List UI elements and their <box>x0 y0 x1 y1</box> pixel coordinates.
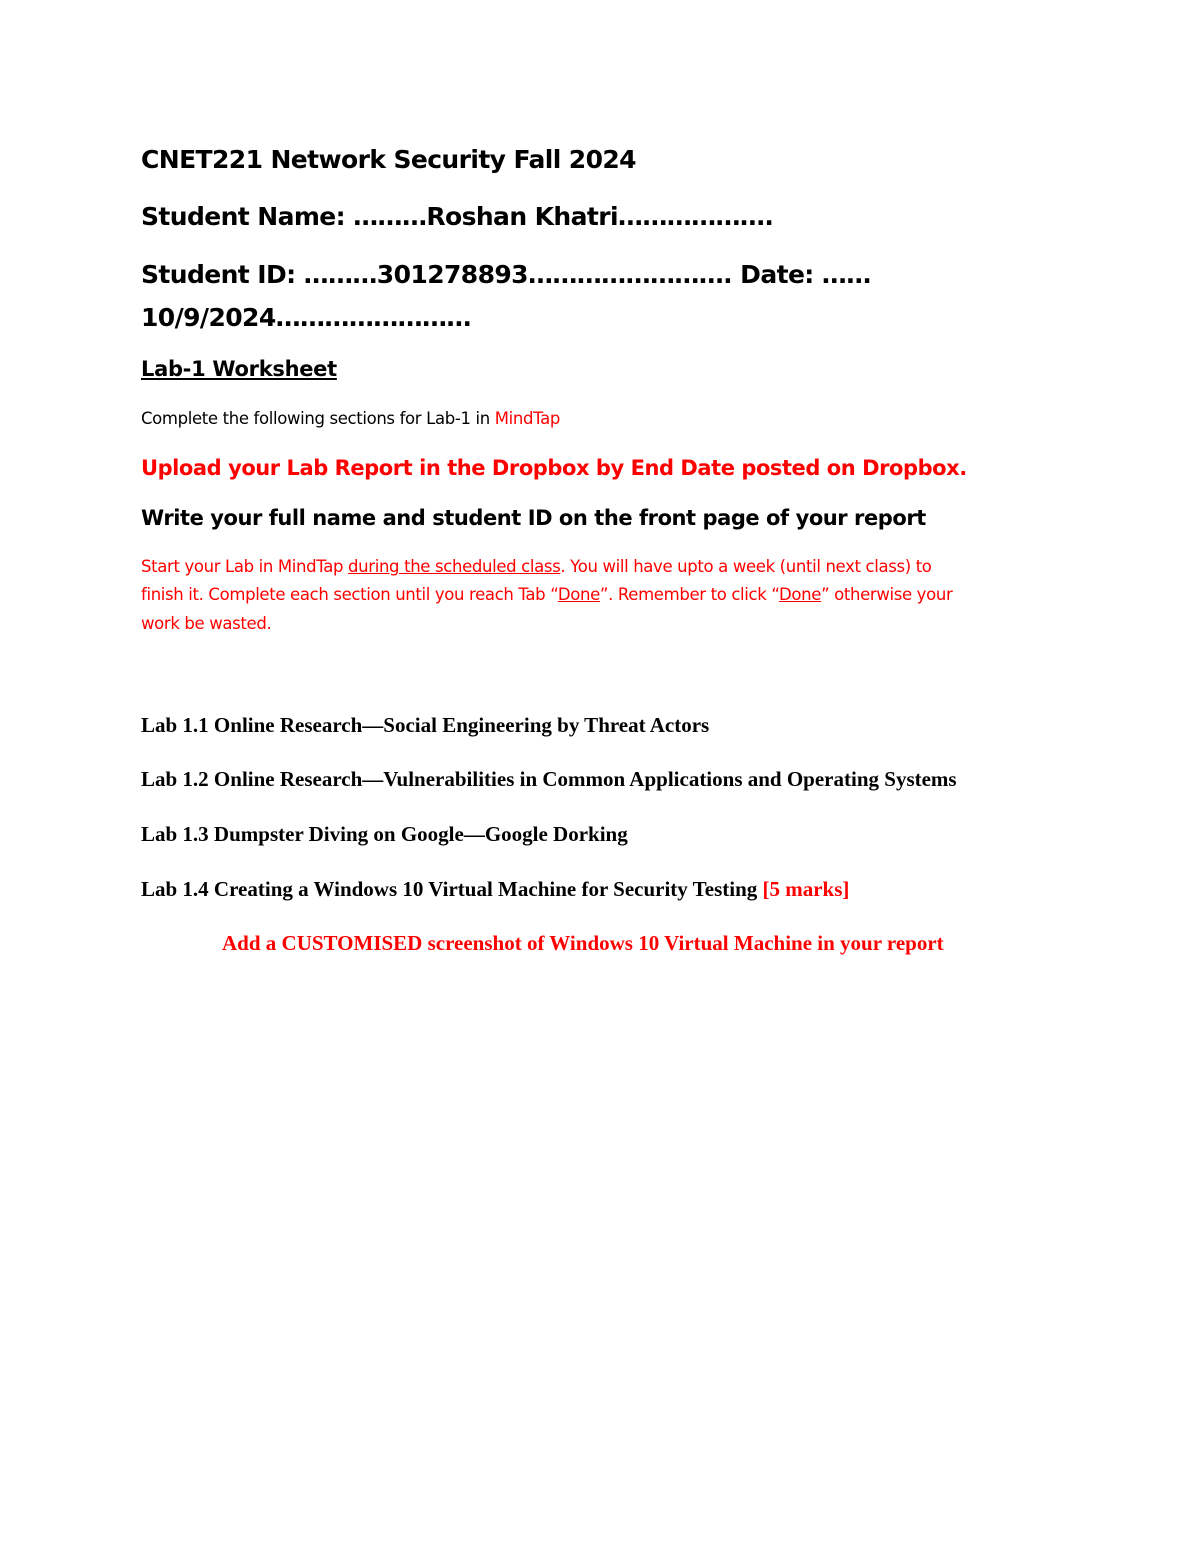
done-tab-label: Done <box>557 585 600 604</box>
scheduled-class-underline: during the scheduled class <box>348 557 561 576</box>
lab-1-1-item: Lab 1.1 Online Research—Social Engineering by Threat Actors <box>141 713 710 737</box>
instructions-line-3: work be wasted. <box>141 614 272 633</box>
intro-prefix: Complete the following sections for Lab-1 in <box>141 409 495 428</box>
student-id-line: Student ID: ………301278893……………………. Date: …… <box>141 260 871 289</box>
instructions-text: Start your Lab in MindTap <box>141 557 349 576</box>
date-line: 10/9/2024…………………… <box>141 303 471 332</box>
student-name-line: Student Name: ………Roshan Khatri………………. <box>141 202 774 231</box>
worksheet-title: Lab-1 Worksheet <box>141 357 337 381</box>
intro-text <box>141 409 560 428</box>
instructions-text: ” otherwise your <box>821 585 953 604</box>
upload-notice: Upload your Lab Report in the Dropbox by End Date posted on Dropbox. <box>141 456 967 480</box>
lab-1-2-item: Lab 1.2 Online Research—Vulnerabilities in Common Applications and Operating Systems <box>141 767 957 791</box>
done-button-label: Done <box>779 585 822 604</box>
mindtap-link[interactable]: MindTap <box>494 409 560 428</box>
instructions-line-2 <box>141 585 952 604</box>
lab-1-4-text: Lab 1.4 Creating a Windows 10 Virtual Machine for Security Testing <box>141 877 763 901</box>
screenshot-note: Add a CUSTOMISED screenshot of Windows 10 Virtual Machine in your report <box>222 931 944 955</box>
instructions-text: . You will have upto a week (until next class) to <box>560 557 932 576</box>
course-title: CNET221 Network Security Fall 2024 <box>141 145 636 174</box>
lab-1-4-item <box>141 877 849 902</box>
instructions-text: finish it. Complete each section until you reach Tab “ <box>141 585 558 604</box>
lab-1-3-item: Lab 1.3 Dumpster Diving on Google—Google Dorking <box>141 822 628 846</box>
instructions-line-1 <box>141 557 932 576</box>
write-name-notice: Write your full name and student ID on the front page of your report <box>141 506 926 530</box>
instructions-text: ”. Remember to click “ <box>599 585 780 604</box>
lab-1-4-marks: [5 marks] <box>762 877 850 901</box>
